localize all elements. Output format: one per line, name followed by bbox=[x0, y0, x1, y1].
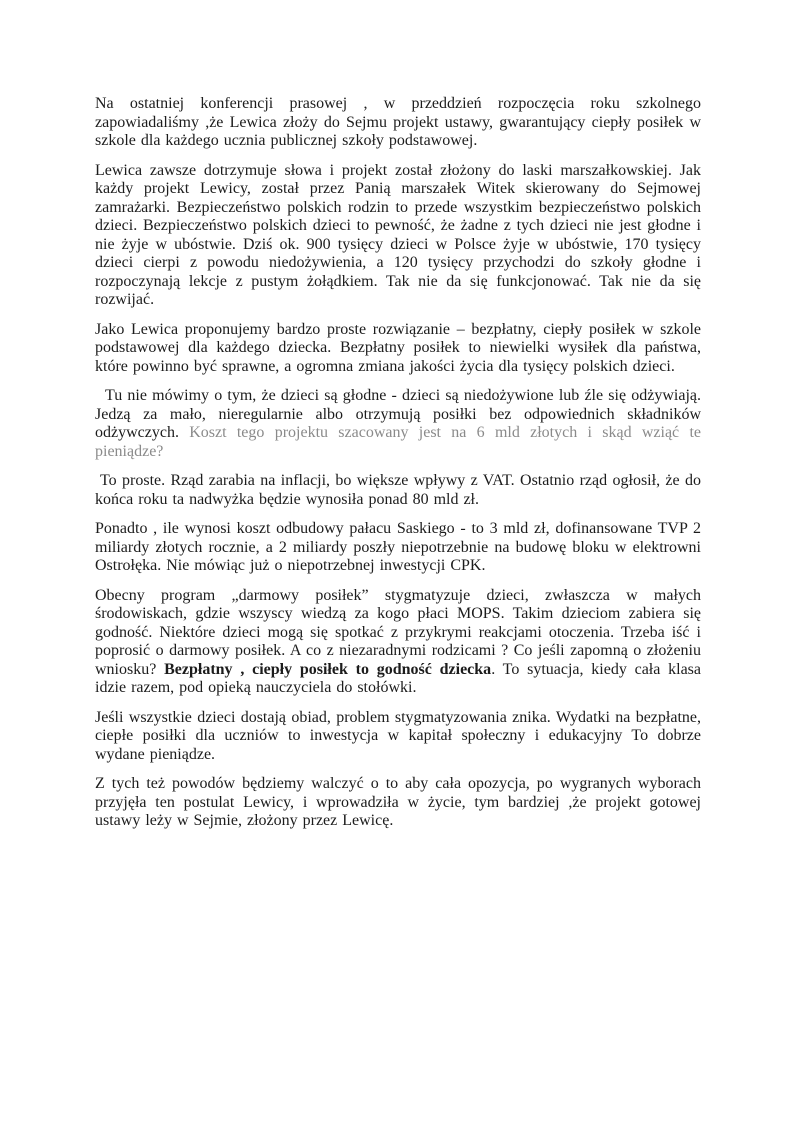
paragraph-4 bbox=[95, 387, 701, 461]
text-run: Tu nie mówimy o tym, że dzieci są głodne - dzieci są niedożywione lub źle się odżywiają. Jedzą za mało, nieregularnie albo otrzymują posiłki bez odpowiednich składników odżywczych. bbox=[95, 387, 701, 441]
text-run-muted-bold: Bezpłatny , ciepły posiłek to godność dziecka bbox=[164, 660, 492, 678]
text-run-muted: Koszt tego projektu szacowany jest na 6 mld złotych i skąd wziąć te pieniądze? bbox=[95, 424, 701, 460]
text-run: To proste. Rząd zarabia na inflacji, bo większe wpływy z VAT. Ostatnio rząd ogłosił, że do końca roku ta nadwyżka będzie wynosiła ponad 80 mld zł. bbox=[95, 472, 701, 508]
text-run-muted: . To sytuacja, kiedy cała klasa idzie razem, pod opieką nauczyciela do stołówki. bbox=[95, 660, 702, 696]
text-run-muted: Obecny program „darmowy posiłek” stygmatyzuje dzieci, zwłaszcza w małych środowiskach, gdzie wszyscy wiedzą za kogo płaci MOPS. Takim dzieciom zabiera się godność. Niektóre dzieci mogą się spotkać z przykrymi reakcjami otoczenia. Trzeba iść i poprosić o darmowy posiłek. A co z niezaradnymi rodzicami ? Co jeśli zapomną o złożeniu wniosku? bbox=[95, 586, 701, 678]
text-run-muted: Z tych też powodów będziemy walczyć o to aby cała opozycja, po wygranych wyborach przyjęła ten postulat Lewicy, i wprowadziła w życie, tym bardziej ,że projekt gotowej ustawy leży w Sejmie, złożony przez Lewicę. bbox=[95, 775, 701, 829]
text-run: Jako Lewica proponujemy bardzo proste rozwiązanie – bezpłatny, ciepły posiłek w szkole podstawowej dla każdego dziecka. Bezpłatny posiłek to niewielki wysiłek dla państwa, które powinno być sprawne, a ogromna zmiana jakości życia dla tysięcy polskich dzieci. bbox=[95, 320, 701, 375]
text-run-muted: Jeśli wszystkie dzieci dostają obiad, problem stygmatyzowania znika. Wydatki na bezpłatne, ciepłe posiłki dla uczniów to inwestycja w kapitał społeczny i edukacyjny To dobrze wydane pieniądze. bbox=[95, 708, 701, 763]
document-body bbox=[95, 95, 701, 842]
text-run-muted: Ponadto , ile wynosi koszt odbudowy pałacu Saskiego - to 3 mld zł, dofinansowane TVP 2 miliardy złotych rocznie, a 2 miliardy poszły niepotrzebnie na budowę bloku w elektrowni Ostrołęka. Nie mówiąc już o niepotrzebnej inwestycji CPK. bbox=[95, 520, 701, 574]
text-run: Na ostatniej konferencji prasowej , w przeddzień rozpoczęcia roku szkolnego zapowiadaliśmy ,że Lewica złoży do Sejmu projekt ustawy, gwarantujący ciepły posiłek w szkole dla każdego ucznia publicznej szkoły podstawowej. bbox=[95, 95, 701, 149]
paragraph-2 bbox=[95, 162, 701, 310]
text-run: Lewica zawsze dotrzymuje słowa i projekt został złożony do laski marszałkowskiej. Jak każdy projekt Lewicy, został przez Panią marszałek Witek skierowany do Sejmowej zamrażarki. Bezpieczeństwo polskich rodzin to przede wszystkim bezpieczeństwo polskich dzieci. Bezpieczeństwo polskich dzieci to pewność, że żadne z tych dzieci nie jest głodne i nie żyje w ubóstwie. Dziś ok. 900 tysięcy dzieci w Polsce żyje w ubóstwie, 170 tysięcy dzieci cierpi z powodu niedożywienia, a 120 tysięcy przychodzi do szkoły głodne i rozpoczynają lekcje z pustym żołądkiem. Tak nie da się funkcjonować. Tak nie da się rozwijać. bbox=[95, 161, 701, 308]
paragraph-7 bbox=[95, 587, 701, 698]
paragraph-9 bbox=[95, 775, 701, 831]
paragraph-8 bbox=[95, 709, 701, 765]
paragraph-5 bbox=[95, 472, 701, 509]
paragraph-6 bbox=[95, 520, 701, 576]
paragraph-3 bbox=[95, 321, 701, 377]
paragraph-1 bbox=[95, 95, 701, 151]
